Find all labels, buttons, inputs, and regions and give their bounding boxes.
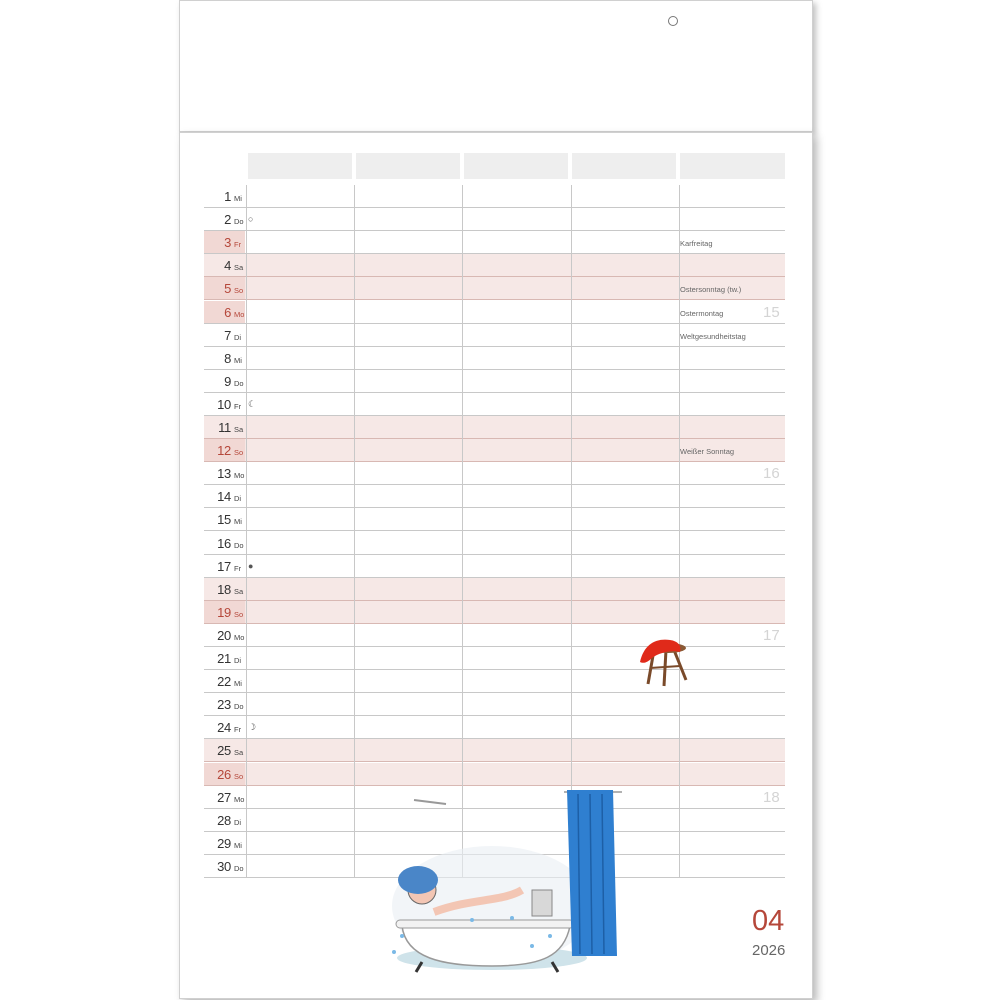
day-number: 11 [218, 420, 231, 435]
hanging-hole [668, 16, 678, 26]
day-row[interactable] [204, 462, 785, 485]
day-number: 29 [217, 835, 231, 851]
day-number: 8 [224, 350, 231, 366]
day-row[interactable] [204, 254, 785, 277]
day-number: 4 [224, 258, 231, 274]
holiday-label: Ostermontag [680, 308, 724, 318]
day-row[interactable] [204, 324, 785, 347]
day-number: 3 [224, 235, 231, 251]
year-label: 2026 [752, 942, 786, 959]
day-number: 7 [224, 327, 231, 343]
weekday-label: Mi [234, 517, 242, 527]
day-number: 16 [217, 535, 231, 551]
day-number: 25 [217, 743, 231, 759]
weekday-label: Do [234, 863, 244, 873]
day-number: 30 [217, 858, 231, 874]
day-row[interactable] [204, 763, 785, 786]
weekday-label: Do [234, 378, 244, 388]
day-row[interactable] [204, 624, 785, 647]
holiday-label: Weißer Sonntag [680, 447, 735, 457]
day-number: 12 [217, 443, 231, 459]
day-row[interactable] [204, 347, 785, 370]
day-number: 27 [217, 789, 231, 805]
month-number: 04 [752, 905, 785, 937]
day-number: 22 [217, 674, 231, 690]
week-number: 16 [763, 465, 780, 483]
day-number: 5 [224, 281, 231, 297]
day-number: 18 [217, 581, 231, 597]
day-number: 13 [217, 466, 231, 482]
day-number: 23 [217, 697, 231, 713]
weekday-label: Mi [234, 194, 242, 203]
day-number: 21 [217, 651, 231, 666]
weekday-label: So [234, 771, 244, 781]
weekday-label: Mo [234, 471, 245, 481]
bathtub-illustration [382, 786, 632, 976]
stool-illustration [634, 632, 692, 690]
weekday-label: Mi [234, 840, 242, 850]
moon-phase-icon: ☾ [248, 398, 257, 409]
weekday-label: Mi [234, 355, 242, 365]
weekday-label: Mo [234, 309, 245, 319]
moon-phase-icon: ☽ [248, 722, 257, 733]
day-row[interactable] [204, 416, 785, 439]
column-header-1 [248, 153, 352, 179]
weekday-label: Mo [234, 632, 245, 642]
weekday-label: Fr [234, 563, 242, 573]
weekday-label: Di [234, 656, 242, 665]
day-row[interactable] [204, 393, 785, 416]
column-header-2 [356, 153, 460, 179]
day-row[interactable] [204, 670, 785, 693]
weekday-label: Fr [234, 401, 242, 411]
moon-phase-icon: ● [248, 560, 254, 571]
weekday-label: Sa [234, 263, 244, 273]
column-header-4 [572, 153, 676, 179]
day-row[interactable] [204, 508, 785, 531]
weekday-label: Do [234, 540, 244, 550]
day-number: 1 [224, 189, 231, 204]
day-number: 14 [217, 489, 231, 505]
holiday-label: Karfreitag [680, 239, 713, 249]
column-divider [462, 185, 463, 878]
weekday-label: Di [234, 332, 242, 342]
day-row[interactable] [204, 532, 785, 555]
weekday-label: Di [234, 494, 242, 504]
column-divider [246, 185, 247, 878]
weekday-label: Mo [234, 794, 245, 804]
column-divider [571, 185, 572, 878]
day-row[interactable] [204, 485, 785, 508]
weekday-label: Sa [234, 748, 244, 758]
holiday-label: Ostersonntag (tw.) [680, 285, 742, 295]
day-number: 10 [217, 396, 231, 412]
day-row[interactable] [204, 555, 785, 578]
weekday-label: Sa [234, 586, 244, 596]
day-row[interactable] [204, 439, 785, 462]
weekday-label: So [234, 286, 244, 296]
weekday-label: Do [234, 702, 244, 712]
day-number: 17 [217, 558, 231, 574]
week-number: 15 [763, 303, 780, 321]
column-header-3 [464, 153, 568, 179]
day-row[interactable] [204, 208, 785, 231]
day-row[interactable] [204, 185, 785, 208]
day-row[interactable] [204, 370, 785, 393]
weekday-label: Mi [234, 679, 242, 689]
column-divider [354, 185, 355, 878]
day-row[interactable] [204, 578, 785, 601]
day-number: 2 [224, 212, 231, 228]
day-number: 6 [224, 304, 231, 320]
holiday-label: Weltgesundheitstag [680, 331, 746, 341]
day-row[interactable] [204, 231, 785, 254]
day-row[interactable] [204, 716, 785, 739]
weekday-label: Fr [234, 240, 242, 250]
weekday-label: Di [234, 817, 242, 827]
day-number: 26 [217, 766, 231, 782]
column-header-5 [680, 153, 785, 179]
day-row[interactable] [204, 277, 785, 300]
weekday-label: Fr [234, 725, 242, 735]
week-number: 17 [763, 626, 780, 644]
day-number: 19 [217, 604, 231, 620]
day-row[interactable] [204, 647, 785, 670]
weekday-label: So [234, 448, 244, 458]
moon-phase-icon: ○ [248, 214, 254, 225]
day-number: 20 [217, 627, 231, 643]
column-divider [679, 185, 680, 878]
day-row[interactable] [204, 739, 785, 762]
weekday-label: Do [234, 217, 244, 227]
day-number: 24 [217, 720, 231, 736]
day-row[interactable] [204, 601, 785, 624]
weekday-label: So [234, 609, 244, 619]
weekday-label: Sa [234, 425, 244, 434]
calendar-header-sheet [179, 0, 813, 132]
day-number: 28 [217, 812, 231, 828]
day-number: 15 [217, 512, 231, 528]
day-row[interactable] [204, 693, 785, 716]
day-number: 9 [224, 373, 231, 389]
day-row[interactable] [204, 301, 785, 324]
week-number: 18 [763, 788, 780, 806]
